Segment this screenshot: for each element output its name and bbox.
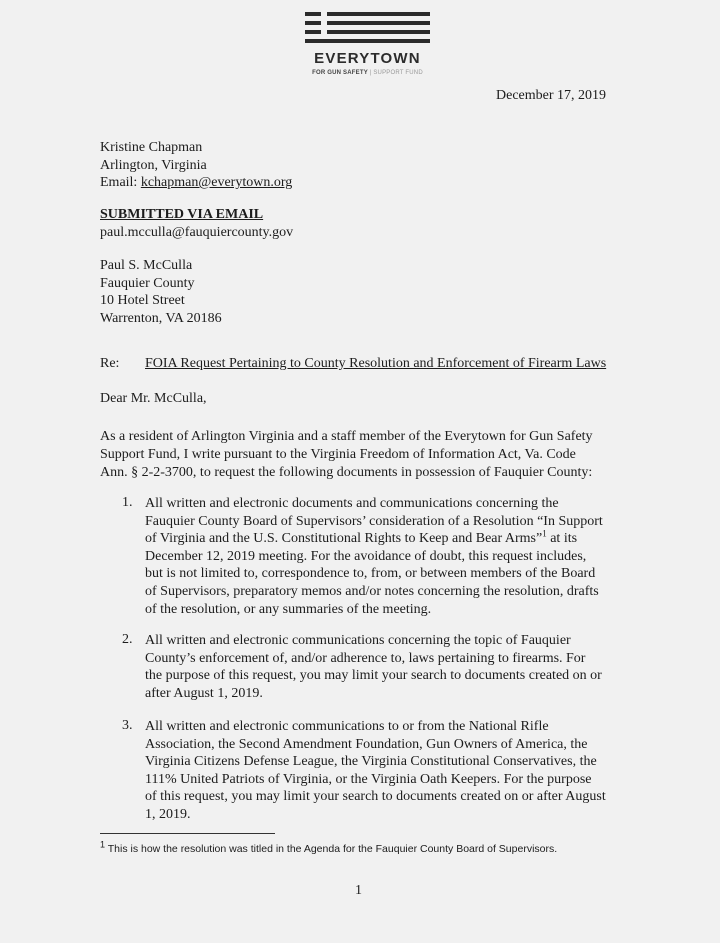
salutation: Dear Mr. McCulla, [100,391,207,406]
request-1-text: All written and electronic documents and communications concerning the Fauquier County Board of Supervisors’ consideration of a Resolution “In Support of Virginia and the U.S. Constitutional Rights to Keep and Bear Arms”$^1$ at its December 12, 2019 meeting. For the avoidance of doubt, this request includes, but is not limited to, correspondence to, from, or between members of the Board of Supervisors, preparatory memos and/or notes concerning the resolution, drafts of the resolution, or any summaries of the meeting. [145,495,640,618]
submission-email[interactable]: paul.mcculla@fauquiercounty.gov [100,224,294,240]
logo-stripes [305,12,430,42]
request-2-text: All written and electronic communications concerning the topic of Fauquier County’s enforcement of, and/or adherence to, laws pertaining to firearms. For the purpose of this request, you may limit your search to documents created on or after August 1, 2019. [145,633,602,701]
letter-date: December 17, 2019 [496,88,607,103]
request-1-number: 1. [122,495,133,510]
recipient-block [100,257,222,327]
recipient-org: Fauquier County [100,275,195,291]
logo-wordmark: EVERYTOWN [314,50,421,67]
sender-email-line: Email: kchapman@everytown.org [100,175,293,190]
re-subject: FOIA Request Pertaining to County Resolution and Enforcement of Firearm Laws [145,356,607,371]
request-2-number: 2. [122,632,133,647]
request-1-line-3: of Virginia and the U.S. Constitutional Rights to Keep and Bear Arms”$^1$ at its [145,528,578,547]
sender-block [100,139,292,192]
footnote-divider [100,833,275,834]
intro-paragraph: As a resident of Arlington Virginia and a staff member of the Everytown for Gun Safety Support Fund, I write pursuant to the Virginia Freedom of Information Act, Va. Code Ann. § 2-2-3700, to request the following documents in possession of Fauquier County: [100,429,593,480]
everytown-logo [305,12,430,76]
sender-name: Kristine Chapman [100,140,203,155]
submission-block [100,206,293,241]
recipient-city: Warrenton, VA 20186 [100,310,222,326]
re-label: Re: [100,356,120,371]
sender-location: Arlington, Virginia [100,157,207,173]
recipient-name: Paul S. McCulla [100,258,193,273]
footnote: $^1$ This is how the resolution was titled in the Agenda for the Fauquier County Board of Supervisors. [100,839,558,855]
footnote-marker[interactable]: 1 [542,528,547,539]
request-3-text: All written and electronic communications to or from the National Rifle Association, the Second Amendment Foundation, Gun Owners of America, the Virginia Citizens Defense League, the Virginia Constitutional Conservatives, the 111% United Patriots of Virginia, or the Virginia Oath Keepers. For the purpose of this request, you may limit your search to documents created on or after August 1, 2019. [145,719,606,822]
request-3-number: 3. [122,718,133,733]
recipient-street: 10 Hotel Street [100,293,185,308]
page-number: 1 [355,883,362,898]
logo-tagline: FOR GUN SAFETY | SUPPORT FUND [312,70,423,76]
submission-heading: SUBMITTED VIA EMAIL [100,207,264,222]
sender-email-link[interactable]: kchapman@everytown.org [140,175,293,190]
